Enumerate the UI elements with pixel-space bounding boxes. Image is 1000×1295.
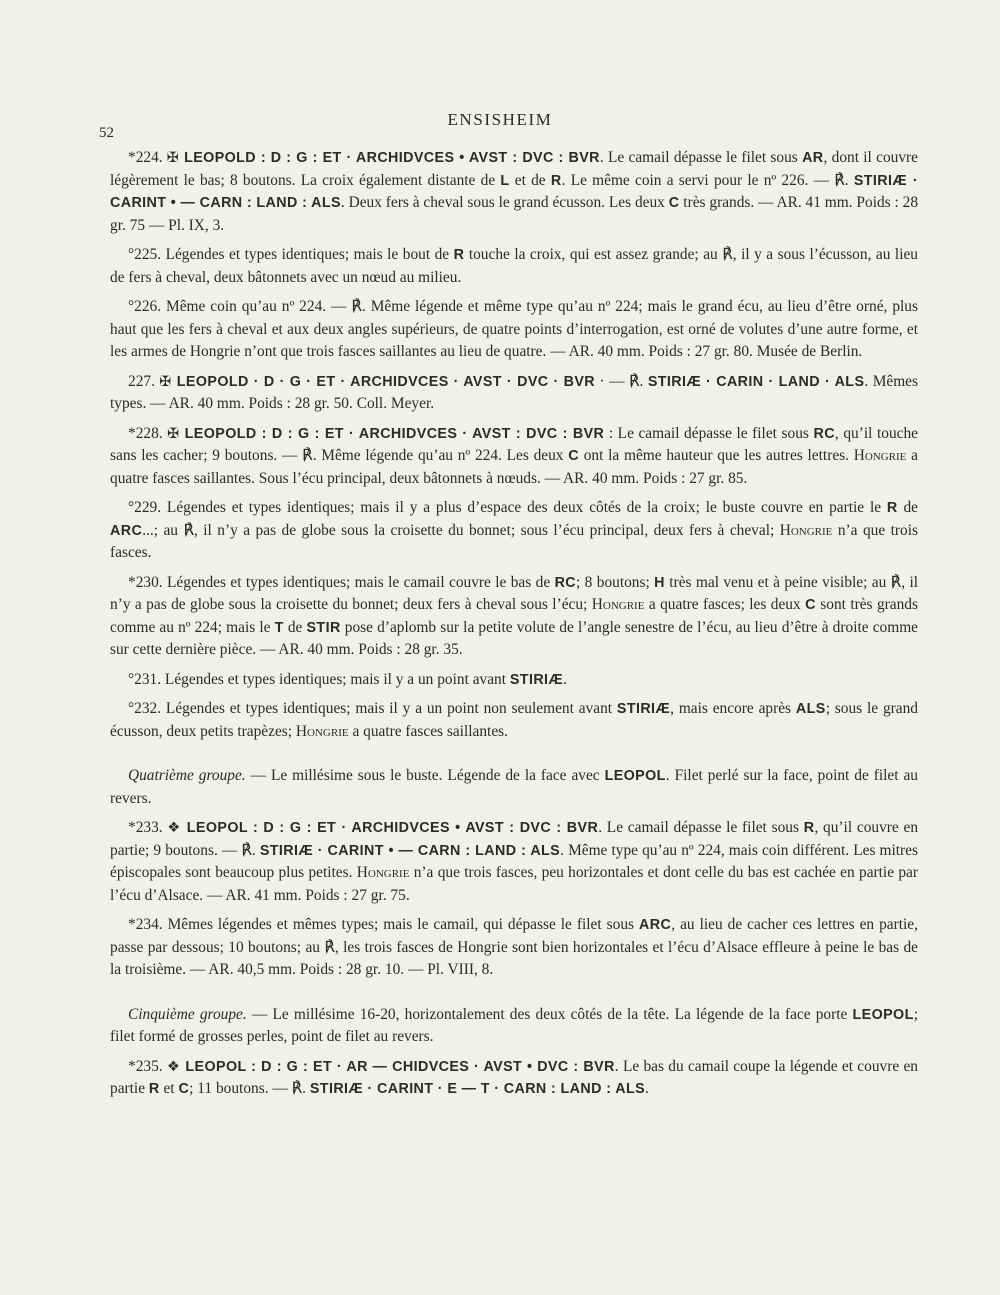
entry-p226	[110, 296, 918, 364]
text-run: Hongrie	[591, 596, 645, 613]
text-run: . Le même coin a servi pour le nº 226. — ℟.	[561, 171, 854, 189]
page-number: 52	[99, 125, 114, 141]
text-run: , qu’il touche sans les cacher; 9 boutons. — ℟. Même légende qu’au nº 224. Les deux	[110, 424, 919, 464]
text-run: AR	[802, 150, 824, 166]
text-run: Hongrie	[853, 447, 907, 464]
text-run: sont très grands comme au nº 224; mais le	[110, 596, 918, 636]
text-run: ALS	[795, 701, 826, 717]
text-run: RC	[554, 574, 577, 591]
text-run: ; 8 boutons;	[576, 573, 655, 591]
text-run: R	[148, 1081, 160, 1097]
text-run: C	[568, 448, 579, 464]
text-run: C	[178, 1081, 190, 1097]
text-run: de	[283, 618, 307, 636]
entry-p227	[110, 371, 918, 416]
text-run: C	[668, 195, 680, 211]
text-run: .	[563, 670, 567, 688]
text-run: RC	[813, 425, 835, 442]
text-run: ❖ LEOPOL : D : G : ET · AR — CHIDVCES · AVST • DVC : BVR	[166, 1058, 615, 1075]
text-run: LEOPOL	[852, 1006, 914, 1023]
text-run: ✠ LEOPOLD · D · G · ET · ARCHIDVCES · AVST · DVC · BVR	[159, 373, 596, 390]
text-run: *230. Légendes et types identiques; mais le camail couvre le bas de	[128, 573, 555, 591]
text-run: STIRIÆ · CARINT • — CARN : LAND : ALS	[259, 842, 561, 859]
text-run: . Filet perlé sur la face, point de filet au revers.	[110, 767, 918, 807]
text-run: : Le camail dépasse le filet sous	[604, 424, 814, 442]
text-run: . Le camail dépasse le filet sous	[599, 149, 803, 166]
text-run: *233.	[128, 819, 168, 836]
text-run: · — ℟.	[595, 372, 648, 390]
text-run: et	[159, 1080, 179, 1097]
text-run: STIRIÆ · CARINT • — CARN : LAND : ALS	[110, 172, 918, 211]
text-run: STIRIÆ · CARINT · E — T · CARN : LAND : ALS	[309, 1081, 646, 1097]
text-run: T	[274, 619, 284, 636]
text-run: Hongrie	[779, 521, 833, 539]
page-body	[110, 147, 918, 1108]
entry-g4	[110, 765, 918, 810]
text-run: °225. Légendes et types identiques; mais le bout de	[128, 246, 454, 263]
text-run: 227.	[128, 372, 160, 390]
text-run: ARC	[639, 917, 672, 933]
text-run: . Deux fers à cheval sous le grand écusson. Les deux	[340, 194, 669, 211]
text-run: très mal venu et à peine visible; au ℟, il n’y a pas de globe sous la croisette du bonnet; deux fers à cheval sous l’écu;	[110, 573, 918, 613]
text-run: Hongrie	[356, 864, 410, 881]
text-run: Quatrième groupe.	[128, 767, 246, 784]
text-run: , qu’il couvre en partie; 9 boutons. — ℟.	[110, 819, 919, 859]
text-run: a quatre fasces; les deux	[644, 596, 806, 613]
text-run: *224.	[128, 149, 167, 166]
text-run: , au lieu de cacher ces lettres en partie, passe par dessous; 10 boutons; au ℟, les trois fasces de Hongrie sont bien horizontales et l’écu d’Alsace effleure à peine le bas de la troisième. — AR. 40,5 mm. Poids : 28 gr. 10. — Pl. VIII, 8.	[110, 916, 918, 978]
text-run: Hongrie	[295, 722, 349, 740]
text-run: R	[886, 500, 898, 516]
text-run: *234. Mêmes légendes et mêmes types; mais le camail, qui dépasse le filet sous	[128, 916, 640, 933]
text-run: ; filet formé de grosses perles, point de filet au revers.	[110, 1005, 918, 1045]
text-run: H	[654, 574, 665, 591]
entry-g5	[110, 1004, 918, 1049]
text-run: °229. Légendes et types identiques; mais il y a plus d’espace des deux côtés de la croix; le buste couvre en partie le	[128, 499, 887, 516]
text-run: et de	[509, 171, 551, 189]
text-run: ont la même hauteur que les autres lettres.	[578, 447, 854, 464]
entry-p235	[110, 1056, 918, 1101]
text-run: R	[453, 247, 465, 263]
text-run: Cinquième groupe.	[128, 1005, 247, 1023]
text-run: ✠ LEOPOLD : D : G : ET · ARCHIDVCES • AVST : DVC : BVR	[166, 150, 600, 166]
text-run: a quatre fasces saillantes. Sous l’écu principal, deux bâtonnets à nœuds. — AR. 40 mm. Poids : 27 gr. 85.	[110, 447, 918, 487]
text-run: ; sous le grand écusson, deux petits trapèzes;	[110, 700, 918, 740]
text-run: *228.	[128, 424, 168, 442]
text-run: STIRIÆ	[616, 701, 671, 717]
text-run: n’a que trois fasces.	[110, 521, 918, 561]
text-run: °226. Même coin qu’au nº 224. — ℟. Même légende et même type qu’au nº 224; mais le grand écu, au lieu d’être orné, plus haut que les fers à cheval et aux deux angles supérieurs, de quatre points d’interrogation, est orné de volutes d’une autre forme, et les armes de Hongrie n’ont que trois fasces saillantes au lieu de quatre. — AR. 40 mm. Poids : 27 gr. 80. Musée de Berlin.	[110, 298, 918, 360]
text-run: , mais encore après	[670, 700, 796, 717]
text-run: très grands. — AR. 41 mm. Poids : 28 gr. 75 — Pl. IX, 3.	[110, 194, 919, 234]
text-run: touche la croix, qui est assez grande; au ℟, il y a sous l’écusson, au lieu de fers à cheval, deux bâtonnets avec un nœud au milieu.	[110, 246, 918, 286]
entry-p234	[110, 914, 918, 982]
entry-p233	[110, 817, 918, 907]
text-run: C	[805, 597, 816, 613]
text-run: . Mêmes types. — AR. 40 mm. Poids : 28 gr. 50. Coll. Meyer.	[110, 372, 919, 412]
entry-p228	[110, 423, 918, 491]
text-run: °232. Légendes et types identiques; mais il y a un point non seulement avant	[128, 700, 617, 717]
text-run: ; 11 boutons. — ℟.	[189, 1080, 310, 1097]
text-run: .	[645, 1080, 649, 1097]
running-title: ENSISHEIM	[447, 110, 553, 129]
text-run: R	[803, 820, 815, 836]
entry-p225	[110, 244, 918, 289]
text-run: — Le millésime sous le buste. Légende de la face avec	[245, 767, 605, 784]
text-run: de	[897, 499, 919, 516]
text-run: . Le bas du camail coupe la légende et couvre en partie	[110, 1057, 918, 1097]
text-run: ARC	[110, 522, 143, 539]
entry-p224	[110, 147, 918, 237]
text-run: ✠ LEOPOLD : D : G : ET · ARCHIDVCES · AVST : DVC : BVR	[167, 425, 605, 442]
entry-p231	[110, 669, 918, 692]
text-run: LEOPOL	[604, 768, 666, 784]
text-run: L	[500, 172, 510, 189]
text-run: . Même type qu’au nº 224, mais coin différent. Les mitres épiscopales sont beaucoup plus petites.	[110, 841, 918, 881]
text-run: STIRIÆ · CARIN · LAND · ALS	[647, 373, 865, 390]
text-run: R	[550, 172, 562, 189]
text-run: °231. Légendes et types identiques; mais il y a un point avant	[128, 670, 510, 688]
text-run: ...; au ℟, il n’y a pas de globe sous la croisette du bonnet; sous l’écu principal, deux fers à cheval;	[142, 521, 780, 539]
text-run: ❖ LEOPOL : D : G : ET · ARCHIDVCES • AVST : DVC : BVR	[167, 820, 599, 836]
text-run: . Le camail dépasse le filet sous	[598, 819, 804, 836]
text-run: , dont il couvre légèrement le bas; 8 boutons. La croix également distante de	[110, 149, 918, 189]
text-run: — Le millésime 16-20, horizontalement des deux côtés de la tête. La légende de la face porte	[246, 1005, 853, 1023]
entry-p232	[110, 698, 918, 743]
text-run: pose d’aplomb sur la petite volute de l’angle senestre de l’écu, au lieu d’être à droite comme sur cette dernière pièce. — AR. 40 mm. Poids : 28 gr. 35.	[110, 618, 919, 658]
text-run: STIRIÆ	[509, 671, 564, 688]
text-run: *235.	[128, 1057, 167, 1075]
text-run: STIR	[306, 619, 341, 636]
text-run: a quatre fasces saillantes.	[348, 722, 508, 740]
text-run: n’a que trois fasces, peu horizontales et dont celle du bas est cachée en partie par l’écu d’Alsace. — AR. 41 mm. Poids : 27 gr. 75.	[110, 864, 918, 904]
entry-p229	[110, 497, 918, 565]
entry-p230	[110, 572, 918, 662]
